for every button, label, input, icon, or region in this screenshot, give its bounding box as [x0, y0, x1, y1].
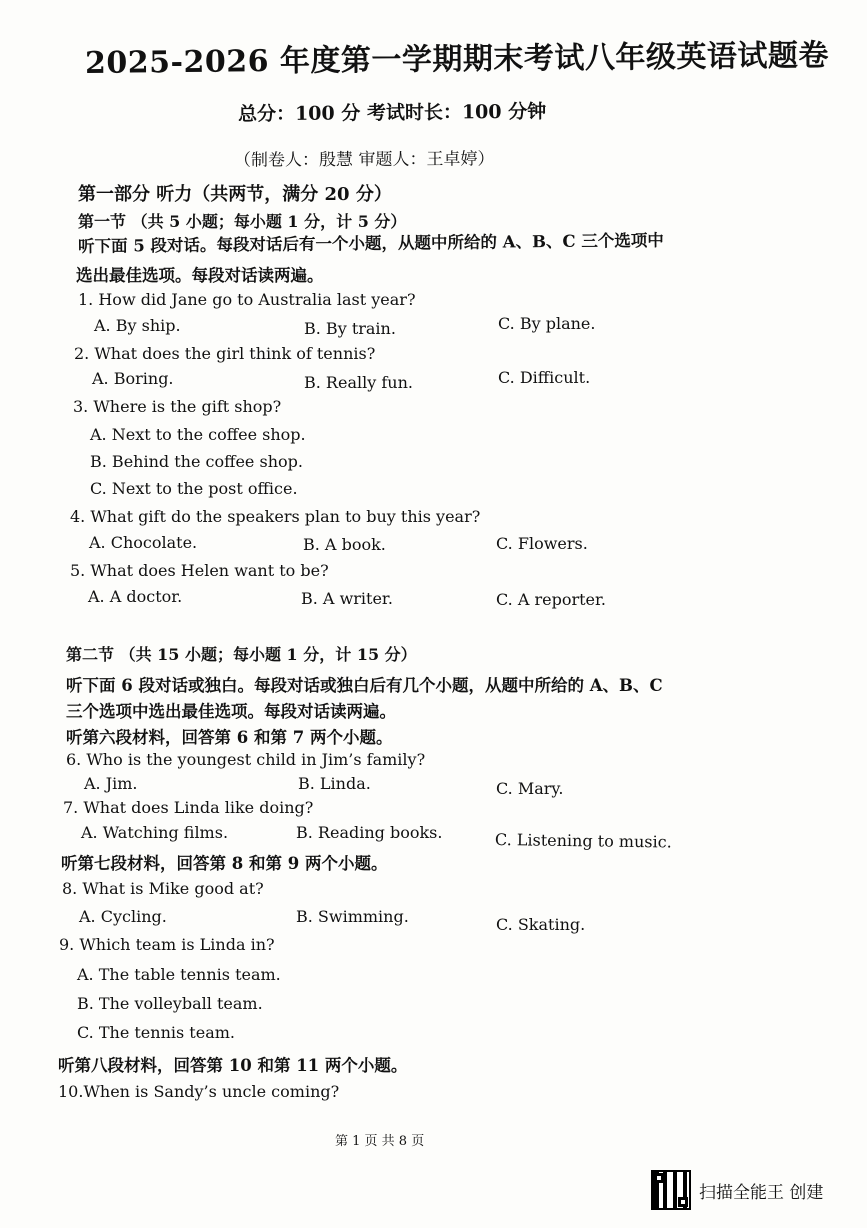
option-b: B. The volleyball team.: [77, 994, 263, 1013]
authors-line: （制卷人：殷慧 审题人：王卓婷）: [233, 149, 495, 171]
option-b: B. A book.: [303, 535, 386, 554]
option-a: A. Next to the coffee shop.: [90, 425, 306, 444]
section-instruction: 选出最佳选项。每段对话读两遍。: [76, 266, 324, 285]
question-text: 10.When is Sandy’s uncle coming?: [58, 1082, 340, 1101]
question-text: 5. What does Helen want to be?: [70, 561, 329, 580]
exam-title: 2025-2026 年度第一学期期末考试八年级英语试题卷: [84, 38, 830, 81]
question-text: 4. What gift do the speakers plan to buy this year?: [70, 507, 481, 526]
option-b: B. Really fun.: [304, 373, 413, 392]
option-b: B. Swimming.: [296, 907, 409, 926]
option-a: A. The table tennis team.: [77, 965, 281, 984]
option-c: C. Difficult.: [498, 368, 591, 387]
scanner-watermark: [651, 1170, 823, 1210]
option-c: C. Mary.: [496, 779, 564, 798]
option-c: C. Flowers.: [496, 534, 588, 553]
material-heading: 听第八段材料，回答第 10 和第 11 两个小题。: [58, 1056, 408, 1075]
material-heading: 听第七段材料，回答第 8 和第 9 两个小题。: [61, 854, 388, 873]
option-b: B. Linda.: [298, 774, 371, 793]
question-text: 1. How did Jane go to Australia last year?: [78, 290, 416, 309]
option-c: C. Next to the post office.: [90, 479, 298, 498]
section-instruction: 三个选项中选出最佳选项。每段对话读两遍。: [66, 702, 396, 721]
question-text: 6. Who is the youngest child in Jim’s family?: [66, 750, 426, 769]
page-number: 第 1 页 共 8 页: [335, 1134, 425, 1149]
question-text: 8. What is Mike good at?: [62, 879, 264, 898]
option-c: C. The tennis team.: [77, 1023, 235, 1042]
option-b: B. Reading books.: [296, 823, 443, 842]
question-text: 7. What does Linda like doing?: [63, 798, 314, 817]
option-a: A. Boring.: [92, 369, 174, 388]
option-a: A. Watching films.: [81, 823, 229, 842]
option-b: B. Behind the coffee shop.: [90, 452, 303, 471]
section-heading: 第一节 （共 5 小题；每小题 1 分，计 5 分）: [78, 212, 407, 231]
material-heading: 听第六段材料，回答第 6 和第 7 两个小题。: [66, 728, 393, 747]
option-c: C. A reporter.: [496, 590, 606, 609]
question-text: 2. What does the girl think of tennis?: [74, 344, 376, 363]
section-instruction: 听下面 6 段对话或独白。每段对话或独白后有几个小题，从题中所给的 A、B、C: [66, 676, 663, 695]
question-text: 9. Which team is Linda in?: [59, 935, 275, 954]
option-c: C. By plane.: [498, 314, 596, 333]
watermark-text: 扫描全能王 创建: [699, 1182, 824, 1203]
option-a: A. Chocolate.: [89, 533, 198, 552]
score-duration-line: 总分：100 分 考试时长：100 分钟: [237, 100, 547, 126]
option-a: A. By ship.: [94, 316, 181, 335]
part-heading: 第一部分 听力（共两节，满分 20 分）: [78, 184, 392, 205]
option-b: B. By train.: [304, 319, 396, 338]
section-heading: 第二节 （共 15 小题；每小题 1 分，计 15 分）: [66, 645, 417, 664]
question-text: 3. Where is the gift shop?: [73, 397, 282, 416]
option-b: B. A writer.: [301, 589, 393, 608]
option-c: C. Listening to music.: [494, 830, 672, 852]
option-a: A. Cycling.: [79, 907, 167, 926]
option-a: A. Jim.: [84, 774, 138, 793]
qr-code-icon: [651, 1170, 691, 1210]
section-instruction: 听下面 5 段对话。每段对话后有一个小题，从题中所给的 A、B、C 三个选项中: [77, 230, 664, 256]
option-c: C. Skating.: [496, 915, 586, 934]
option-a: A. A doctor.: [88, 587, 183, 606]
